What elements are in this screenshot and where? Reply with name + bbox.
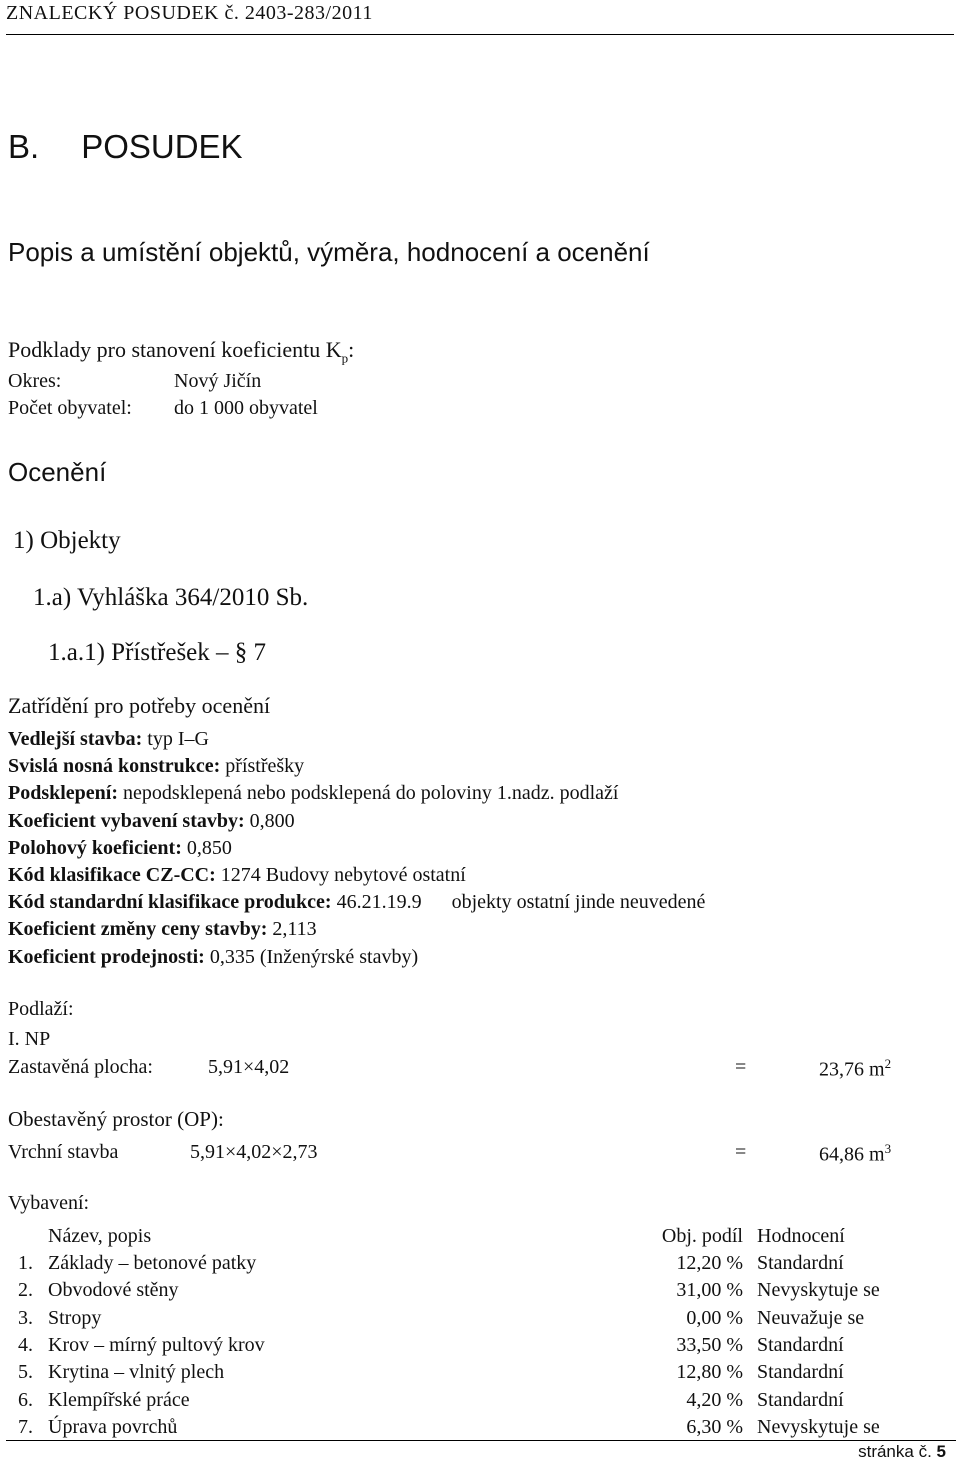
zatrideni-line xyxy=(8,891,705,914)
zatrideni-value: 1274 Budovy nebytové ostatní xyxy=(215,864,466,886)
table-row-rating: Standardní xyxy=(757,1361,844,1384)
zatrideni-label: Svislá nosná konstrukce: xyxy=(8,755,221,778)
podklady-title: Podklady pro stanovení koeficientu $K_p$: xyxy=(8,337,355,366)
table-row-name: Krov – mírný pultový krov xyxy=(48,1333,265,1356)
table-row-number: 6. xyxy=(18,1388,33,1411)
table-row-share: 31,00 % xyxy=(676,1279,743,1302)
table-row-name: Stropy xyxy=(48,1306,102,1329)
table-row-number: 3. xyxy=(18,1306,33,1329)
zatrideni-value: 0,800 xyxy=(244,809,295,832)
subtitle: Popis a umístění objektů, výměra, hodnocení a ocenění xyxy=(8,237,650,267)
zatrideni-line xyxy=(8,728,209,751)
table-row-share: 0,00 % xyxy=(686,1306,743,1329)
zatrideni-label: Koeficient vybavení stavby: xyxy=(8,809,245,832)
pristresek-heading: 1.a.1) Přístřešek – § 7 xyxy=(48,639,267,666)
table-row-rating: Neuvažuje se xyxy=(757,1306,865,1329)
pocet-label: Počet obyvatel: xyxy=(8,397,132,419)
table-row-rating: Nevyskytuje se xyxy=(757,1415,880,1438)
col-header-name: Název, popis xyxy=(48,1225,152,1247)
table-row-number: 5. xyxy=(18,1361,33,1384)
zatrideni-label: Koeficient prodejnosti: xyxy=(8,945,205,968)
objekty-heading: 1) Objekty xyxy=(13,527,121,554)
vybaveni-title: Vybavení: xyxy=(8,1192,90,1214)
zatrideni-label: Kód klasifikace CZ-CC: xyxy=(8,864,216,886)
table-row-number: 4. xyxy=(18,1333,33,1356)
table-row-number: 2. xyxy=(18,1279,33,1302)
op-eq: = xyxy=(735,1141,747,1163)
zatrideni-title: Zatřídění pro potřeby ocenění xyxy=(8,693,271,718)
zatrideni-value: 0,335 (Inženýrské stavby) xyxy=(204,945,419,968)
zatrideni-value: přístřešky xyxy=(220,755,305,778)
oceneni-heading: Ocenění xyxy=(8,457,107,487)
section-name: POSUDEK xyxy=(81,128,243,165)
op-title: Obestavěný prostor (OP): xyxy=(8,1107,224,1131)
table-row-name: Základy – betonové patky xyxy=(48,1252,257,1274)
zatrideni-line xyxy=(8,918,317,941)
floor-label: I. NP xyxy=(8,1028,51,1050)
table-row-share: 12,80 % xyxy=(676,1361,743,1384)
zatrideni-line xyxy=(8,864,466,887)
zatrideni-label: Koeficient změny ceny stavby: xyxy=(8,918,268,941)
zatrideni-label: Kód standardní klasifikace produkce: xyxy=(8,891,332,914)
col-header-share: Obj. podíl xyxy=(661,1225,743,1247)
pocet-value: do 1 000 obyvatel xyxy=(174,397,318,419)
zatrideni-line xyxy=(8,782,618,805)
okres-value: Nový Jičín xyxy=(174,370,262,392)
zatrideni-line xyxy=(8,810,295,833)
vyhlaska-heading: 1.a) Vyhláška 364/2010 Sb. xyxy=(33,584,309,611)
table-row-share: 6,30 % xyxy=(686,1415,743,1438)
zastavena-plocha-label: Zastavěná plocha: xyxy=(8,1056,153,1078)
op-result: 64,86 $m^3$ xyxy=(819,1141,892,1166)
table-row-rating: Nevyskytuje se xyxy=(757,1279,880,1302)
table-row-share: 4,20 % xyxy=(686,1388,743,1411)
header-divider xyxy=(6,34,954,35)
podlazi-title: Podlaží: xyxy=(8,998,74,1020)
zatrideni-value: 2,113 xyxy=(267,918,317,941)
zatrideni-label: Podsklepení: xyxy=(8,782,119,805)
section-title xyxy=(8,128,243,166)
section-letter: B. xyxy=(8,128,40,165)
page-footer: stránka č. 5 xyxy=(858,1442,946,1461)
zatrideni-label: Vedlejší stavba: xyxy=(8,728,143,750)
table-row-number: 1. xyxy=(18,1252,33,1274)
zastavena-plocha-result: 23,76 $m^2$ xyxy=(819,1056,892,1081)
table-row-rating: Standardní xyxy=(757,1388,844,1411)
table-row-name: Úprava povrchů xyxy=(48,1415,178,1438)
table-row-rating: Standardní xyxy=(757,1252,844,1274)
zatrideni-value: typ I–G xyxy=(142,728,209,750)
zatrideni-value: 46.21.19.9 objekty ostatní jinde neuvedené xyxy=(331,891,706,914)
col-header-rating: Hodnocení xyxy=(757,1225,845,1247)
table-row-name: Klempířské práce xyxy=(48,1388,190,1411)
zatrideni-line xyxy=(8,837,232,860)
document-header: ZNALECKÝ POSUDEK č. 2403-283/2011 xyxy=(6,2,373,24)
table-row-name: Krytina – vlnitý plech xyxy=(48,1361,225,1384)
zastavena-plocha-formula: 5,91×4,02 xyxy=(208,1056,290,1078)
zatrideni-value: 0,850 xyxy=(181,836,232,859)
op-label: Vrchní stavba xyxy=(8,1141,119,1163)
table-row-share: 33,50 % xyxy=(676,1333,743,1356)
table-row-name: Obvodové stěny xyxy=(48,1279,179,1302)
footer-divider xyxy=(6,1440,956,1441)
zastavena-plocha-eq: = xyxy=(735,1056,747,1078)
zatrideni-label: Polohový koeficient: xyxy=(8,836,182,859)
zatrideni-line xyxy=(8,946,418,969)
table-row-share: 12,20 % xyxy=(676,1252,743,1274)
zatrideni-line xyxy=(8,755,304,778)
table-row-number: 7. xyxy=(18,1415,33,1438)
op-formula: 5,91×4,02×2,73 xyxy=(190,1141,318,1163)
okres-label: Okres: xyxy=(8,370,62,392)
table-row-rating: Standardní xyxy=(757,1333,844,1356)
zatrideni-value: nepodsklepená nebo podsklepená do poloviny 1.nadz. podlaží xyxy=(118,782,619,805)
